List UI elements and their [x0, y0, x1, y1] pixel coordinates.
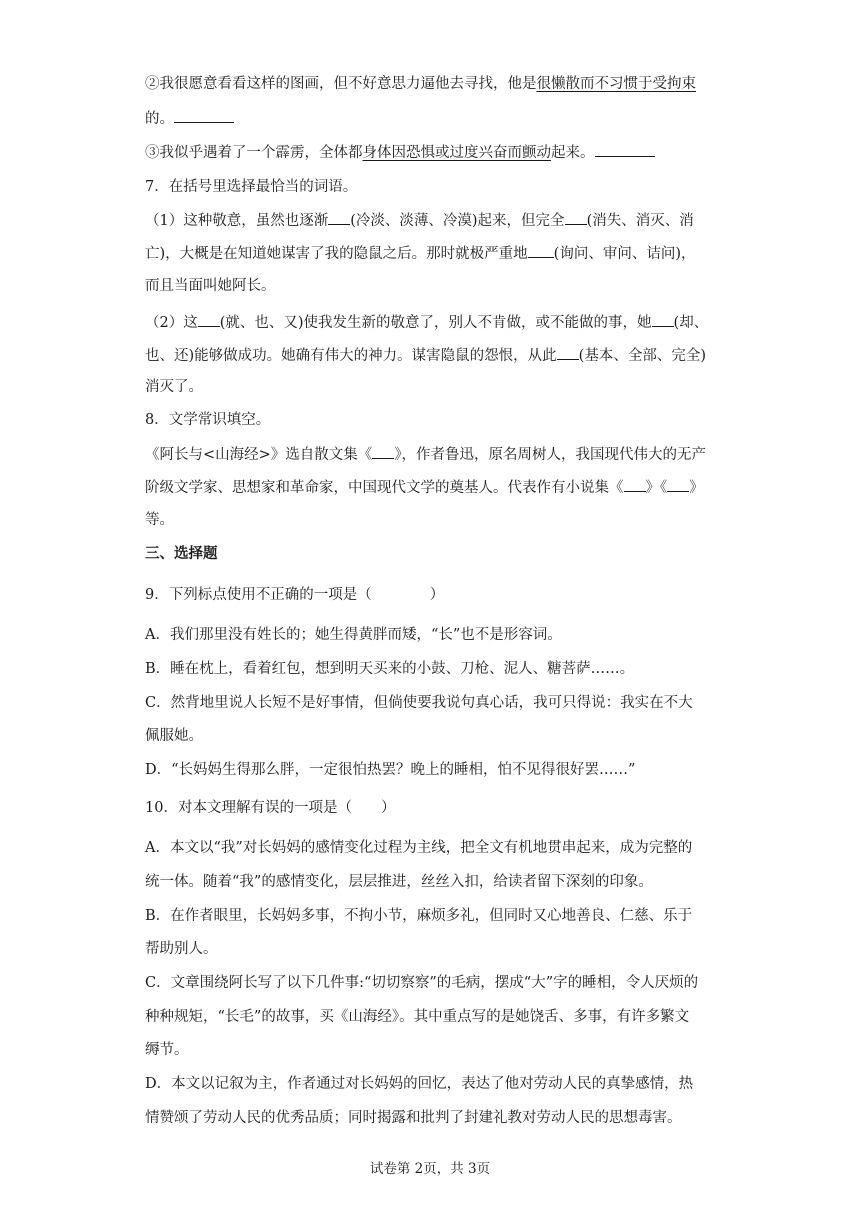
q9-option-c-cont: 佩服她。 [145, 728, 203, 744]
q10-option-c-cont: 种种规矩，“长毛”的故事，买《山海经》。其中重点写的是她饶舌、多事，有许多繁文 [145, 1009, 690, 1025]
q9-option-a[interactable]: A．我们那里没有姓长的；她生得黄胖而矮，“长”也不是形容词。 [145, 627, 562, 643]
underlined-phrase: 身体因恐惧或过度兴奋而颤动 [362, 145, 551, 161]
underlined-phrase: 很懒散而不习惯于受拘束 [536, 76, 696, 92]
q10-option-b[interactable]: B．在作者眼里，长妈妈多事，不拘小节，麻烦多礼，但同时又心地善良、仁慈、乐于 [145, 908, 693, 924]
q6-sentence-2: ②我很愿意看看这样的图画，但不好意思力逼他去寻找，他是很懒散而不习惯于受拘束 [145, 76, 696, 92]
answer-blank[interactable] [595, 142, 655, 157]
q7-part2-line2: 也、还)能够做成功。她确有伟大的神力。谋害隐鼠的怨恨，从此 (基本、全部、完全) [145, 345, 725, 366]
q8-stem: 8．文学常识填空。 [145, 412, 271, 428]
answer-blank[interactable] [198, 312, 220, 327]
q7-part1-line2: 亡)，大概是在知道她谋害了我的隐鼠之后。那时就极严重地 (询问、审问、诘问)， [145, 243, 725, 264]
q9-option-c[interactable]: C．然背地里说人长短不是好事情，但倘使要我说句真心话，我可只得说：我实在不大 [145, 695, 693, 711]
q8-line2: 阶级文学家、思想家和革命家，中国现代文学的奠基人。代表作有小说集《 》《 》 [145, 477, 725, 498]
q10-option-b-cont: 帮助别人。 [145, 941, 218, 957]
answer-blank[interactable] [528, 243, 554, 258]
section-heading: 三、选择题 [145, 545, 218, 562]
answer-blank[interactable] [328, 210, 350, 225]
q7-part2-line3: 消灭了。 [145, 379, 203, 395]
q10-option-a-cont: 统一体。随着“我”的感情变化，层层推进，丝丝入扣，给读者留下深刻的印象。 [145, 874, 653, 890]
q7-part2-line1: （2）这 (就、也、又)使我发生新的敬意了，别人不肯做，或不能做的事，她 (却、 [145, 312, 725, 333]
answer-blank[interactable] [624, 477, 646, 492]
q7-part1-line3: 而且当面叫她阿长。 [145, 278, 276, 294]
q10-option-d-cont: 情赞颂了劳动人民的优秀品质；同时揭露和批判了封建礼教对劳动人民的思想毒害。 [145, 1110, 682, 1126]
q10-option-a[interactable]: A．本文以“我”对长妈妈的感情变化过程为主线，把全文有机地贯串起来，成为完整的 [145, 840, 693, 856]
answer-blank[interactable] [667, 477, 689, 492]
answer-blank[interactable] [372, 444, 394, 459]
q7-part1-line1: （1）这种敬意，虽然也逐渐 (冷淡、淡薄、冷漠)起来，但完全 (消失、消灭、消 [145, 210, 725, 231]
q9-option-d[interactable]: D．“长妈妈生得那么胖，一定很怕热罢？晚上的睡相，怕不见得很好罢……” [145, 762, 636, 778]
answer-blank[interactable] [565, 210, 587, 225]
q10-option-c-cont2: 缛节。 [145, 1042, 189, 1058]
q10-option-d[interactable]: D．本文以记叙为主，作者通过对长妈妈的回忆，表达了他对劳动人民的真挚感情，热 [145, 1076, 694, 1092]
q6-sentence-3: ③我似乎遇着了一个霹雳，全体都身体因恐惧或过度兴奋而颤动起来。 [145, 142, 725, 163]
answer-blank[interactable] [557, 345, 579, 360]
q8-line1: 《阿长与<山海经>》选自散文集《 》，作者鲁迅，原名周树人，我国现代伟大的无产 [145, 444, 725, 465]
q10-option-c[interactable]: C．文章围绕阿长写了以下几件事:“切切察察”的毛病，摆成“大”字的睡相，令人厌烦的 [145, 975, 699, 991]
q8-line3: 等。 [145, 512, 174, 528]
q6-sentence-2-cont: 的。 [145, 108, 725, 129]
q7-stem: 7．在括号里选择最恰当的词语。 [145, 179, 358, 195]
answer-blank[interactable] [174, 108, 234, 123]
q9-stem: 9．下列标点使用不正确的一项是（ ） [145, 587, 445, 603]
q10-stem: 10．对本文理解有误的一项是（ ） [145, 800, 396, 816]
page-footer: 试卷第 2页，共 3页 [369, 1161, 491, 1177]
answer-blank[interactable] [652, 312, 674, 327]
q9-option-b[interactable]: B．睡在枕上，看着红包，想到明天买来的小鼓、刀枪、泥人、糖菩萨……。 [145, 661, 635, 677]
